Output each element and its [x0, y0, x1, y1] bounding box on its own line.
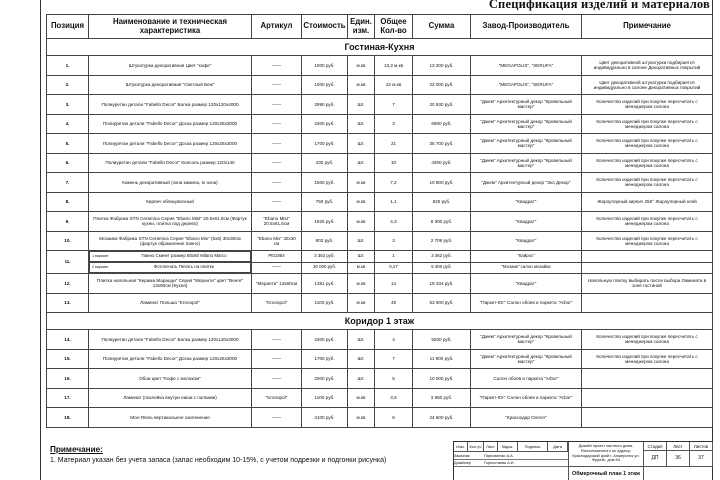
- position-cell: 7.: [47, 173, 89, 193]
- note-cell: Количество изделий при покупке пересчитать с менеджером салона: [582, 212, 713, 232]
- unit-cell: м.кв: [348, 408, 375, 428]
- signature-role: Дизайнер: [454, 461, 471, 465]
- section-title: Коридор 1 этаж: [47, 313, 713, 330]
- unit-cell: м.кв: [348, 293, 375, 313]
- name-cell: Мох-Ягель вертикальное озеленение: [89, 408, 252, 428]
- signature-name: Горностаева А.И.: [484, 461, 515, 465]
- name-cell: Плитка напольная "Керама Марацци" Серия "Меранти" цвет "Венге" 13х80см (Кухня): [89, 274, 252, 294]
- stamp-cell-doc: №док.: [498, 442, 518, 452]
- sum-cell: 20 930 руб.: [413, 95, 471, 115]
- maker-cell: "Джем" Архитектурный декор "Кровельный мастер": [471, 330, 582, 350]
- header-unit: Един. изм.: [348, 15, 375, 39]
- qty-cell: 10: [375, 153, 413, 173]
- qty-cell: 3,6: [375, 388, 413, 408]
- table-row: [47, 192, 713, 212]
- table-row: [47, 369, 713, 389]
- unit-cell: Шт.: [348, 330, 375, 350]
- maker-cell: "Мозаик" салон мозайки: [471, 262, 582, 274]
- variant-label: 2 вариант: [92, 265, 109, 270]
- signature-role: Заказчик: [454, 454, 470, 458]
- header-maker: Завод-Производитель: [471, 15, 582, 39]
- stamp-cell-list: Лист: [484, 442, 498, 452]
- cost-cell: 3 362 руб.: [302, 251, 348, 263]
- notes-text: 1. Материал указан без учета запаса (запас необходим 10-15%, с учетом подрезки и подгонки рисунка): [50, 457, 387, 464]
- specification-table: [46, 14, 713, 428]
- unit-cell: Шт.: [348, 153, 375, 173]
- header-qty: Общее Кол-во: [375, 15, 413, 39]
- variant-name: Панно Скинет размер 80х60 Milano Marco: [141, 253, 227, 259]
- sum-cell: 3 960 руб.: [413, 388, 471, 408]
- position-cell: 15.: [47, 349, 89, 369]
- stamp-stage-value: ДП: [651, 455, 659, 461]
- section-header-row: [47, 313, 713, 330]
- name-cell: Полиуретан детали "Fabello Decor" Консоль размер 120х140: [89, 153, 252, 173]
- position-cell: 12.: [47, 274, 89, 294]
- position-cell: 13.: [47, 293, 89, 313]
- section-header-row: [47, 39, 713, 56]
- maker-cell: "Джем" Архитектурный декор "Кровельный мастер": [471, 349, 582, 369]
- qty-cell: 4: [375, 330, 413, 350]
- table-row: [47, 75, 713, 95]
- qty-cell: 14: [375, 274, 413, 294]
- notes-block: [50, 445, 386, 464]
- table-row: [47, 134, 713, 154]
- maker-cell: "MEGAPOLIS", "SERUFA": [471, 75, 582, 95]
- note-cell: Жароупорный кирпич 250° Жароупорный клей: [582, 192, 713, 212]
- note-cell: [582, 251, 713, 263]
- unit-cell: Шт.: [348, 231, 375, 251]
- stamp-sheets: [690, 442, 713, 467]
- variant-name: Фотопечать Печать на плитке: [153, 264, 215, 270]
- section-title: Гостиная-Кухня: [47, 39, 713, 56]
- maker-cell: "Квадрат": [471, 212, 582, 232]
- article-cell: "Ebano Mist" 20.5х61.5см: [252, 212, 302, 232]
- sum-cell: 2 709 руб.: [413, 231, 471, 251]
- position-cell: 2.: [47, 75, 89, 95]
- qty-cell: 4,3: [375, 212, 413, 232]
- header-article: Артикул: [252, 15, 302, 39]
- qty-cell: 49: [375, 293, 413, 313]
- sum-cell: 24 600 руб.: [413, 408, 471, 428]
- stamp-stage: [644, 442, 667, 467]
- table-row: [47, 173, 713, 193]
- note-cell: Количество изделий при покупке пересчитать с менеджером салона: [582, 95, 713, 115]
- position-cell: 17.: [47, 388, 89, 408]
- maker-cell: "Джем" Архитектурный декор "Кровельный мастер": [471, 153, 582, 173]
- stamp-drawing-name: Обмерочный план 1 этаж: [568, 467, 644, 480]
- note-cell: [582, 388, 713, 408]
- cost-cell: 2300 руб.: [302, 330, 348, 350]
- qty-cell: 3: [375, 231, 413, 251]
- stamp-sheet-info: [644, 442, 713, 467]
- qty-cell: 13,2 м.кв: [375, 56, 413, 76]
- position-cell: 5.: [47, 134, 89, 154]
- note-cell: Цвет декоративной штукатурки подбирается индивидуально в салоне Декоративных покрытий: [582, 56, 713, 76]
- position-cell: 10.: [47, 231, 89, 251]
- maker-cell: "Кайрос": [471, 251, 582, 263]
- article-cell: ——: [252, 408, 302, 428]
- table-row: [47, 293, 713, 313]
- article-cell: ——: [252, 134, 302, 154]
- stamp-cell-izm: Изм.: [454, 442, 468, 452]
- sum-cell: 13 200 руб.: [413, 56, 471, 76]
- stamp-cell-kol: Кол.уч: [468, 442, 484, 452]
- note-cell: [582, 262, 713, 274]
- maker-cell: "Квадрат": [471, 274, 582, 294]
- variant-label: 1 вариант: [92, 254, 109, 259]
- position-cell: 1.: [47, 56, 89, 76]
- position-cell: 8.: [47, 192, 89, 212]
- table-row: [47, 114, 713, 134]
- article-cell: "Kronopol": [252, 388, 302, 408]
- cost-cell: 1000 руб.: [302, 56, 348, 76]
- maker-cell: "Паркет-Юг" Салон обоев и паркета "Arbor": [471, 388, 582, 408]
- unit-cell: м.кв: [348, 56, 375, 76]
- maker-cell: "Паркет-Юг" Салон обоев и паркета "Arbor": [471, 293, 582, 313]
- sum-cell: 11 900 руб.: [413, 349, 471, 369]
- sum-cell: 3 362 руб.: [413, 251, 471, 263]
- note-cell: [582, 408, 713, 428]
- header-cost: Стоимость: [302, 15, 348, 39]
- sum-cell: 6900 руб.: [413, 114, 471, 134]
- stamp-sheets-label: Листов: [690, 442, 712, 451]
- name-cell: Мозаика Фабрика STN Ceramica Серия "Ebano Mix" (5х5) 30х30см (фартук обрамление панно): [89, 231, 252, 251]
- document-title: Спецификация изделий и материалов: [488, 0, 710, 11]
- article-cell: ——: [252, 349, 302, 369]
- notes-heading: Примечание:: [50, 445, 103, 454]
- table-row: [47, 251, 713, 263]
- position-cell: 11.: [47, 251, 89, 274]
- name-cell: Ламинат Польша "Kronopol": [89, 293, 252, 313]
- name-cell: Полиуретан детали "Fabello Decor" Доска размер 120х25х3000: [89, 349, 252, 369]
- position-cell: 16.: [47, 369, 89, 389]
- qty-cell: 21: [375, 134, 413, 154]
- qty-cell: 3: [375, 114, 413, 134]
- name-cell: Штукатурка декоративная Цвет "кофе": [89, 56, 252, 76]
- cost-cell: 1000 руб.: [302, 75, 348, 95]
- maker-cell: "Краснодар Олеоп": [471, 408, 582, 428]
- cost-cell: 1700 руб.: [302, 349, 348, 369]
- unit-cell: м.кв: [348, 173, 375, 193]
- frame-left-border: [40, 0, 41, 480]
- stamp-signature-row: [454, 460, 568, 467]
- maker-cell: "Джем" Архитектурный декор "Эко Декор": [471, 173, 582, 193]
- unit-cell: Шт.: [348, 95, 375, 115]
- unit-cell: м.кв: [348, 262, 375, 274]
- cost-cell: 20 000 руб.: [302, 262, 348, 274]
- note-cell: Количество изделий при покупке пересчитать с менеджером салона: [582, 153, 713, 173]
- position-cell: 6.: [47, 153, 89, 173]
- qty-cell: 5: [375, 369, 413, 389]
- article-cell: ——: [252, 153, 302, 173]
- sum-cell: 5 400 руб.: [413, 262, 471, 274]
- qty-cell: 22 м.кв: [375, 75, 413, 95]
- stamp-sheet-label: Лист: [667, 442, 689, 451]
- note-cell: Количество изделий при покупке пересчитать с менеджером салона: [582, 349, 713, 369]
- name-cell: [89, 262, 251, 273]
- header-name: Наименование и техническая характеристика: [89, 15, 252, 39]
- name-cell: Полиуретан детали "Fabello Decor" Балка размер 120х120х3000: [89, 330, 252, 350]
- note-cell: Количество изделий при покупке пересчитать с менеджером салона: [582, 231, 713, 251]
- article-cell: ——: [252, 114, 302, 134]
- maker-cell: Салон обоев и паркета "Arbor": [471, 369, 582, 389]
- stamp-project-description: Дизайн проект частного дома. Расположенного по адресу: Краснодарский край г. Апшеронск ул. Фрунзе, дом 84: [568, 442, 644, 467]
- cost-cell: 1700 руб.: [302, 134, 348, 154]
- stamp-sheet-value: 36: [675, 455, 681, 461]
- header-note: Примечание: [582, 15, 713, 39]
- position-cell: 14.: [47, 330, 89, 350]
- note-cell: Напольную плитку выбирать после выбора Ламината в зоне гостиной: [582, 274, 713, 294]
- sum-cell: 8 300 руб.: [413, 212, 471, 232]
- unit-cell: м.кв: [348, 192, 375, 212]
- position-cell: 3.: [47, 95, 89, 115]
- qty-cell: 7: [375, 349, 413, 369]
- qty-cell: 6: [375, 408, 413, 428]
- table-body: [47, 39, 713, 428]
- note-cell: Цвет декоративной штукатурки подбирается индивидуально в салоне Декоративных покрытий: [582, 75, 713, 95]
- sum-cell: 10 800 руб.: [413, 173, 471, 193]
- cost-cell: 1100 руб.: [302, 388, 348, 408]
- note-cell: Количество изделий при покупке пересчитать с менеджером салона: [582, 330, 713, 350]
- maker-cell: "MEGAPOLIS", "SERUFA": [471, 56, 582, 76]
- cost-cell: 2300 руб.: [302, 114, 348, 134]
- cost-cell: 1925 руб.: [302, 212, 348, 232]
- unit-cell: Шт.: [348, 134, 375, 154]
- table-header-row: [47, 15, 713, 39]
- cost-cell: 430 руб.: [302, 153, 348, 173]
- sum-cell: 22 000 руб.: [413, 75, 471, 95]
- unit-cell: м.кв: [348, 388, 375, 408]
- table-row: [47, 274, 713, 294]
- maker-cell: "Джем" Архитектурный декор "Кровельный мастер": [471, 95, 582, 115]
- name-cell: Штукатурка декоративная "Светлый Беж": [89, 75, 252, 95]
- qty-cell: 1: [375, 251, 413, 263]
- table-row: [47, 408, 713, 428]
- header-sum: Сумма: [413, 15, 471, 39]
- stamp-sheets-value: 37: [698, 455, 704, 461]
- sum-cell: 10 000 руб.: [413, 369, 471, 389]
- name-cell: Камень декоративный (зона камина, tv зона): [89, 173, 252, 193]
- cost-cell: 750 руб.: [302, 192, 348, 212]
- note-cell: [582, 293, 713, 313]
- header-position: Позиция: [47, 15, 89, 39]
- article-cell: ——: [252, 262, 302, 274]
- qty-cell: 0,27: [375, 262, 413, 274]
- article-cell: ——: [252, 56, 302, 76]
- table-row: [47, 56, 713, 76]
- unit-cell: м.кв: [348, 212, 375, 232]
- unit-cell: Шт.: [348, 369, 375, 389]
- sum-cell: 4300 руб.: [413, 153, 471, 173]
- cost-cell: 1100 руб.: [302, 293, 348, 313]
- sum-cell: 825 руб.: [413, 192, 471, 212]
- name-cell: Плитка Фабрика STN Ceramica Серия "Ebano Mist" 20.5х61.5см (Фартук кухни, плитка под дерево): [89, 212, 252, 232]
- article-cell: ——: [252, 369, 302, 389]
- title-block-stamp: [453, 441, 712, 480]
- sum-cell: 35 700 руб.: [413, 134, 471, 154]
- name-cell: Обои цвет "Кофе с молоком": [89, 369, 252, 389]
- qty-cell: 7,2: [375, 173, 413, 193]
- name-cell: Ламинат (поклейка внутри ниши с полками): [89, 388, 252, 408]
- cost-cell: 903 руб.: [302, 231, 348, 251]
- article-cell: "Меранти" 13х80см: [252, 274, 302, 294]
- article-cell: Pt01864: [252, 251, 302, 263]
- maker-cell: "Квадрат": [471, 231, 582, 251]
- qty-cell: 1,1: [375, 192, 413, 212]
- stamp-cell-sign: Подпись: [518, 442, 548, 452]
- name-cell: Полиуретан детали "Fabello Decor" Доска размер 120х25х3000: [89, 134, 252, 154]
- position-cell: 18.: [47, 408, 89, 428]
- table-row: [47, 231, 713, 251]
- sum-cell: 19 334 руб.: [413, 274, 471, 294]
- unit-cell: Шт.: [348, 349, 375, 369]
- sum-cell: 9200 руб.: [413, 330, 471, 350]
- unit-cell: Шт.: [348, 251, 375, 263]
- article-cell: ——: [252, 173, 302, 193]
- cost-cell: 4100 руб.: [302, 408, 348, 428]
- cost-cell: 2990 руб.: [302, 95, 348, 115]
- table-row: [47, 212, 713, 232]
- table-row: [47, 95, 713, 115]
- signature-name: Пархоменко А.А.: [484, 454, 514, 458]
- article-cell: ——: [252, 330, 302, 350]
- article-cell: ——: [252, 75, 302, 95]
- table-row: [47, 153, 713, 173]
- position-cell: 9.: [47, 212, 89, 232]
- name-cell: [89, 251, 251, 262]
- qty-cell: 7: [375, 95, 413, 115]
- maker-cell: "Джем" Архитектурный декор "Кровельный мастер": [471, 114, 582, 134]
- note-cell: Количество изделий при покупке пересчитать с менеджером салона: [582, 173, 713, 193]
- article-cell: ——: [252, 95, 302, 115]
- table-row: [47, 262, 713, 274]
- name-cell: Кирпич облицовочный: [89, 192, 252, 212]
- article-cell: "Kronopol": [252, 293, 302, 313]
- maker-cell: "Джем" Архитектурный декор "Кровельный мастер": [471, 134, 582, 154]
- stamp-header-cells: [454, 442, 568, 452]
- cost-cell: 2000 руб.: [302, 369, 348, 389]
- maker-cell: "Квадрат": [471, 192, 582, 212]
- stamp-cell-date: Дата: [548, 442, 568, 452]
- note-cell: Количество изделий при покупке пересчитать с менеджером салона: [582, 134, 713, 154]
- table-row: [47, 330, 713, 350]
- article-cell: ——: [252, 192, 302, 212]
- cost-cell: 1381 руб.: [302, 274, 348, 294]
- stamp-sheet: [667, 442, 690, 467]
- name-cell: Полиуретан детали "Fabello Decor" Доска размер 120х25х3000: [89, 114, 252, 134]
- stamp-stage-label: Стадия: [644, 442, 666, 451]
- article-cell: "Ebano Mix" 30х30 см: [252, 231, 302, 251]
- unit-cell: Шт.: [348, 114, 375, 134]
- cost-cell: 1500 руб.: [302, 173, 348, 193]
- position-cell: 4.: [47, 114, 89, 134]
- table-row: [47, 388, 713, 408]
- unit-cell: м.кв: [348, 274, 375, 294]
- table-row: [47, 349, 713, 369]
- note-cell: Количество изделий при покупке пересчитать с менеджером салона: [582, 114, 713, 134]
- stamp-signature-row: [454, 453, 568, 460]
- note-cell: [582, 369, 713, 389]
- sum-cell: 53 900 руб.: [413, 293, 471, 313]
- unit-cell: м.кв: [348, 75, 375, 95]
- name-cell: Полиуретан детали "Fabello Decor" Балка размер 120х120х4000: [89, 95, 252, 115]
